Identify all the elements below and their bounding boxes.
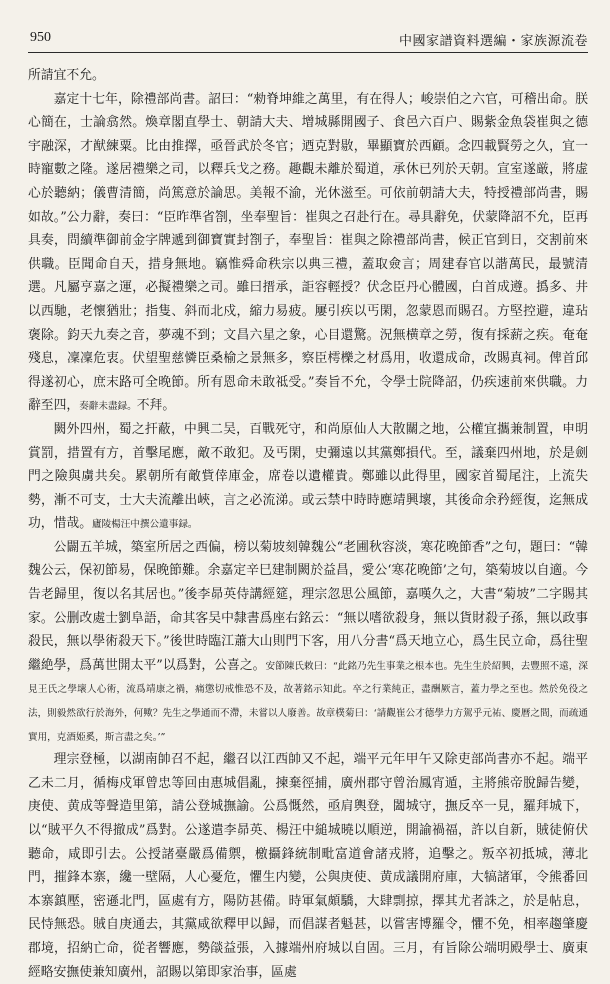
- paragraph-2: [28, 88, 588, 418]
- paragraph-4-note: 安節陳氏敕曰：“此銘乃先生事業之根本也。先生生於紹興，去豐照不遠，深見王氏之學壞人心術，流爲靖康之禍，痛懲切戒惟恐不及，故著銘示知此。卒之行業純正，盡酬厥言，蓋力學之至也。然於免役之法，則毅然欲行於海外，何歟？先生之學通而不滯，未嘗以人廢善。故章樸菊曰：‘請觀崔公才德學力方駕乎元祐、慶曆之間，而疏通實用，克酒姫奚，斯言盡之矣。’”: [28, 660, 589, 743]
- paragraph-4-text: 公闢五羊城，築室所居之西偏，榜以菊坡刻韓魏公“老圃秋容淡，寒花晚節香”之句，題曰：“韓魏公云，保初節易，保晚節難。余嘉定辛巳建制闕於益昌，愛公‘寒花晚節’之句，築菊坡以自適。今告老歸里，復以名其居也。”後李昴英侍講經筵，理宗忽思公風節，嘉嘆久之，大書“菊坡”二字賜其家。公删改處士劉阜語，命其客吴中隸書爲座右銘云：“無以嗜欲殺身，無以貨財殺子孫，無以政事殺民，無以學術殺天下。”後世時臨江蕭大山則門下客，用八分書“爲天地立心，爲生民立命，爲往聖繼絶學，爲萬世開太平”以爲對，公喜之。: [28, 539, 588, 673]
- paragraph-1: 所請宜不允。: [28, 68, 105, 83]
- paragraph-4: [28, 536, 588, 748]
- paragraph-2-note: 奏辭未盡録。: [79, 401, 137, 413]
- paragraph-3: [28, 418, 588, 536]
- body-text: [28, 64, 589, 980]
- page-number: 950: [30, 30, 51, 45]
- paragraph-2-end: 不拜。: [136, 398, 176, 414]
- paragraph-2-text: 嘉定十七年，除禮部尚書。詔曰：“勑脊坤維之萬里，有在得人；峻崇伯之六官，可稽出命。朕心簡在，士論翕然。煥章閣直學士、朝請大夫、增城縣開國子、食邑六百户、賜紫金魚袋崔與之德宇融深，才猷練粟。比由推擇，亟晉武於冬官；迺克對敭，畢顯寶於西顧。念四載賢勞之久，宜一時寵數之隆。遂居禮樂之司，以釋兵戈之務。趣觀未離於蜀道，承休已列於天朝。宣室遂厳，將虚心於聽納；儀曹清簡，尚篤意於論思。美報不渝，光休滋至。可依前朝請大夫，特授禮部尚書，賜如故。”公力辭，奏曰：“臣昨準省劄，坐奉聖旨：崔與之召赴行在。尋具辭免，伏蒙降詔不允，臣再具奏，問續準御前金字牌遞到御寶實封劄子，奉聖旨：崔與之除禮部尚書，候正官到日，交割前來供職。臣聞命自天，措身無地。竊惟舜命秩宗以典三禮，蓋取僉言；周建春官以諧萬民，最號清選。凡屬亨嘉之運，必擬禮樂之司。雖曰搢承，詎容輕授？伏念臣丹心體國，白首成遵。撝多、井以西馳，老懷猶壯；指隻、斜而北戍，縮力易疲。屢引疾以丐閑，忽蒙恩而賜召。方堅控避，違玷褒除。鈞天九奏之音，夢魂不到；文昌六星之象，心目還驚。況無横章之勞，復有採薪之疾。奄奄殘息，凜凜危衷。伏望聖慈憐臣桑榆之景無多，察臣樗櫟之材爲用，收還成命，改賜真祠。俾首邱得遂初心，庶末路可全晚節。所有恩命未敢祗受。”奏旨不允，令學士院降詔，仍疾速前來供職。力辭至四，: [28, 91, 588, 414]
- paragraph-3-text: 闕外四州，蜀之扞蔽，中興二吴，百戰死守，和尚原仙人大散關之地，公權宜攜兼制置，申明賞罰，措置有方，首擊尾應，敵不敢犯。及丐閑，史彌遠以其黨鄭損代。至，議棄四州地，於是劍門之險與虜共矣。累朝所有敵貲倖庫金，席卷以遺權貴。鄭雖以此得里，國家首蜀尾注，上流失勢，漸不可支，士大夫流離出峽，言之必流涕。或云禁中時時應靖興壞，其後命余矜經復，迄無成功，惜哉。: [28, 421, 588, 532]
- page-header: [28, 26, 588, 53]
- paragraph-5: 理宗登極，以湖南帥召不起，繼召以江西帥又不起，端平元年甲午又除吏部尚書亦不起。端平乙未二月，循梅戍軍曾忠等回由惠城倡亂，揀棄徑捕，廣州郡守曾治鳳宵遁，主將熊帝脫歸告變，庚使、黄成等聲造里第，請公登城撫諭。公爲慨然，亟肩輿登，闔城守，撫反卒一見，羅拜城下，以“賊平久不得撤成”爲對。公遂遣李昴英、楊汪中縋城曉以順逆，開諭禍福，許以自新，賊徒俯伏聽命，咸即引去。公授諸臺嚴爲備禦，檄攝鋒統制毗富道會諸戎將，追擊之。叛卒初抵城，薄北門，摧鋒本寨，纔一壁隔，人心憂危，懼生内變，公與庚使、黄成議開府庫，大犒諸軍，令熊番回本寨鎮壓，密遜北門，區處有方，陽防甚備。時軍氣頗驕，大肆剽掠，擇其尤者誅之，於是帖息，民恃無恐。賊自庚通去，其黨咸欲釋甲以歸，而倡謀者魁甚，以嘗害博羅令，懼不免，相率趨肇慶郡境，招納亡命，從者響應，勢燄益張，入據端州府城以自固。三月，有旨除公端明殿學士、廣東經略安撫使兼知廣州，詔賜以第即家治事，區處: [28, 752, 588, 980]
- paragraph-3-note: 廬陵楊汪中撰公遺事録。: [91, 519, 198, 531]
- running-title: 中國家譜資料選編・家族源流卷: [398, 34, 588, 49]
